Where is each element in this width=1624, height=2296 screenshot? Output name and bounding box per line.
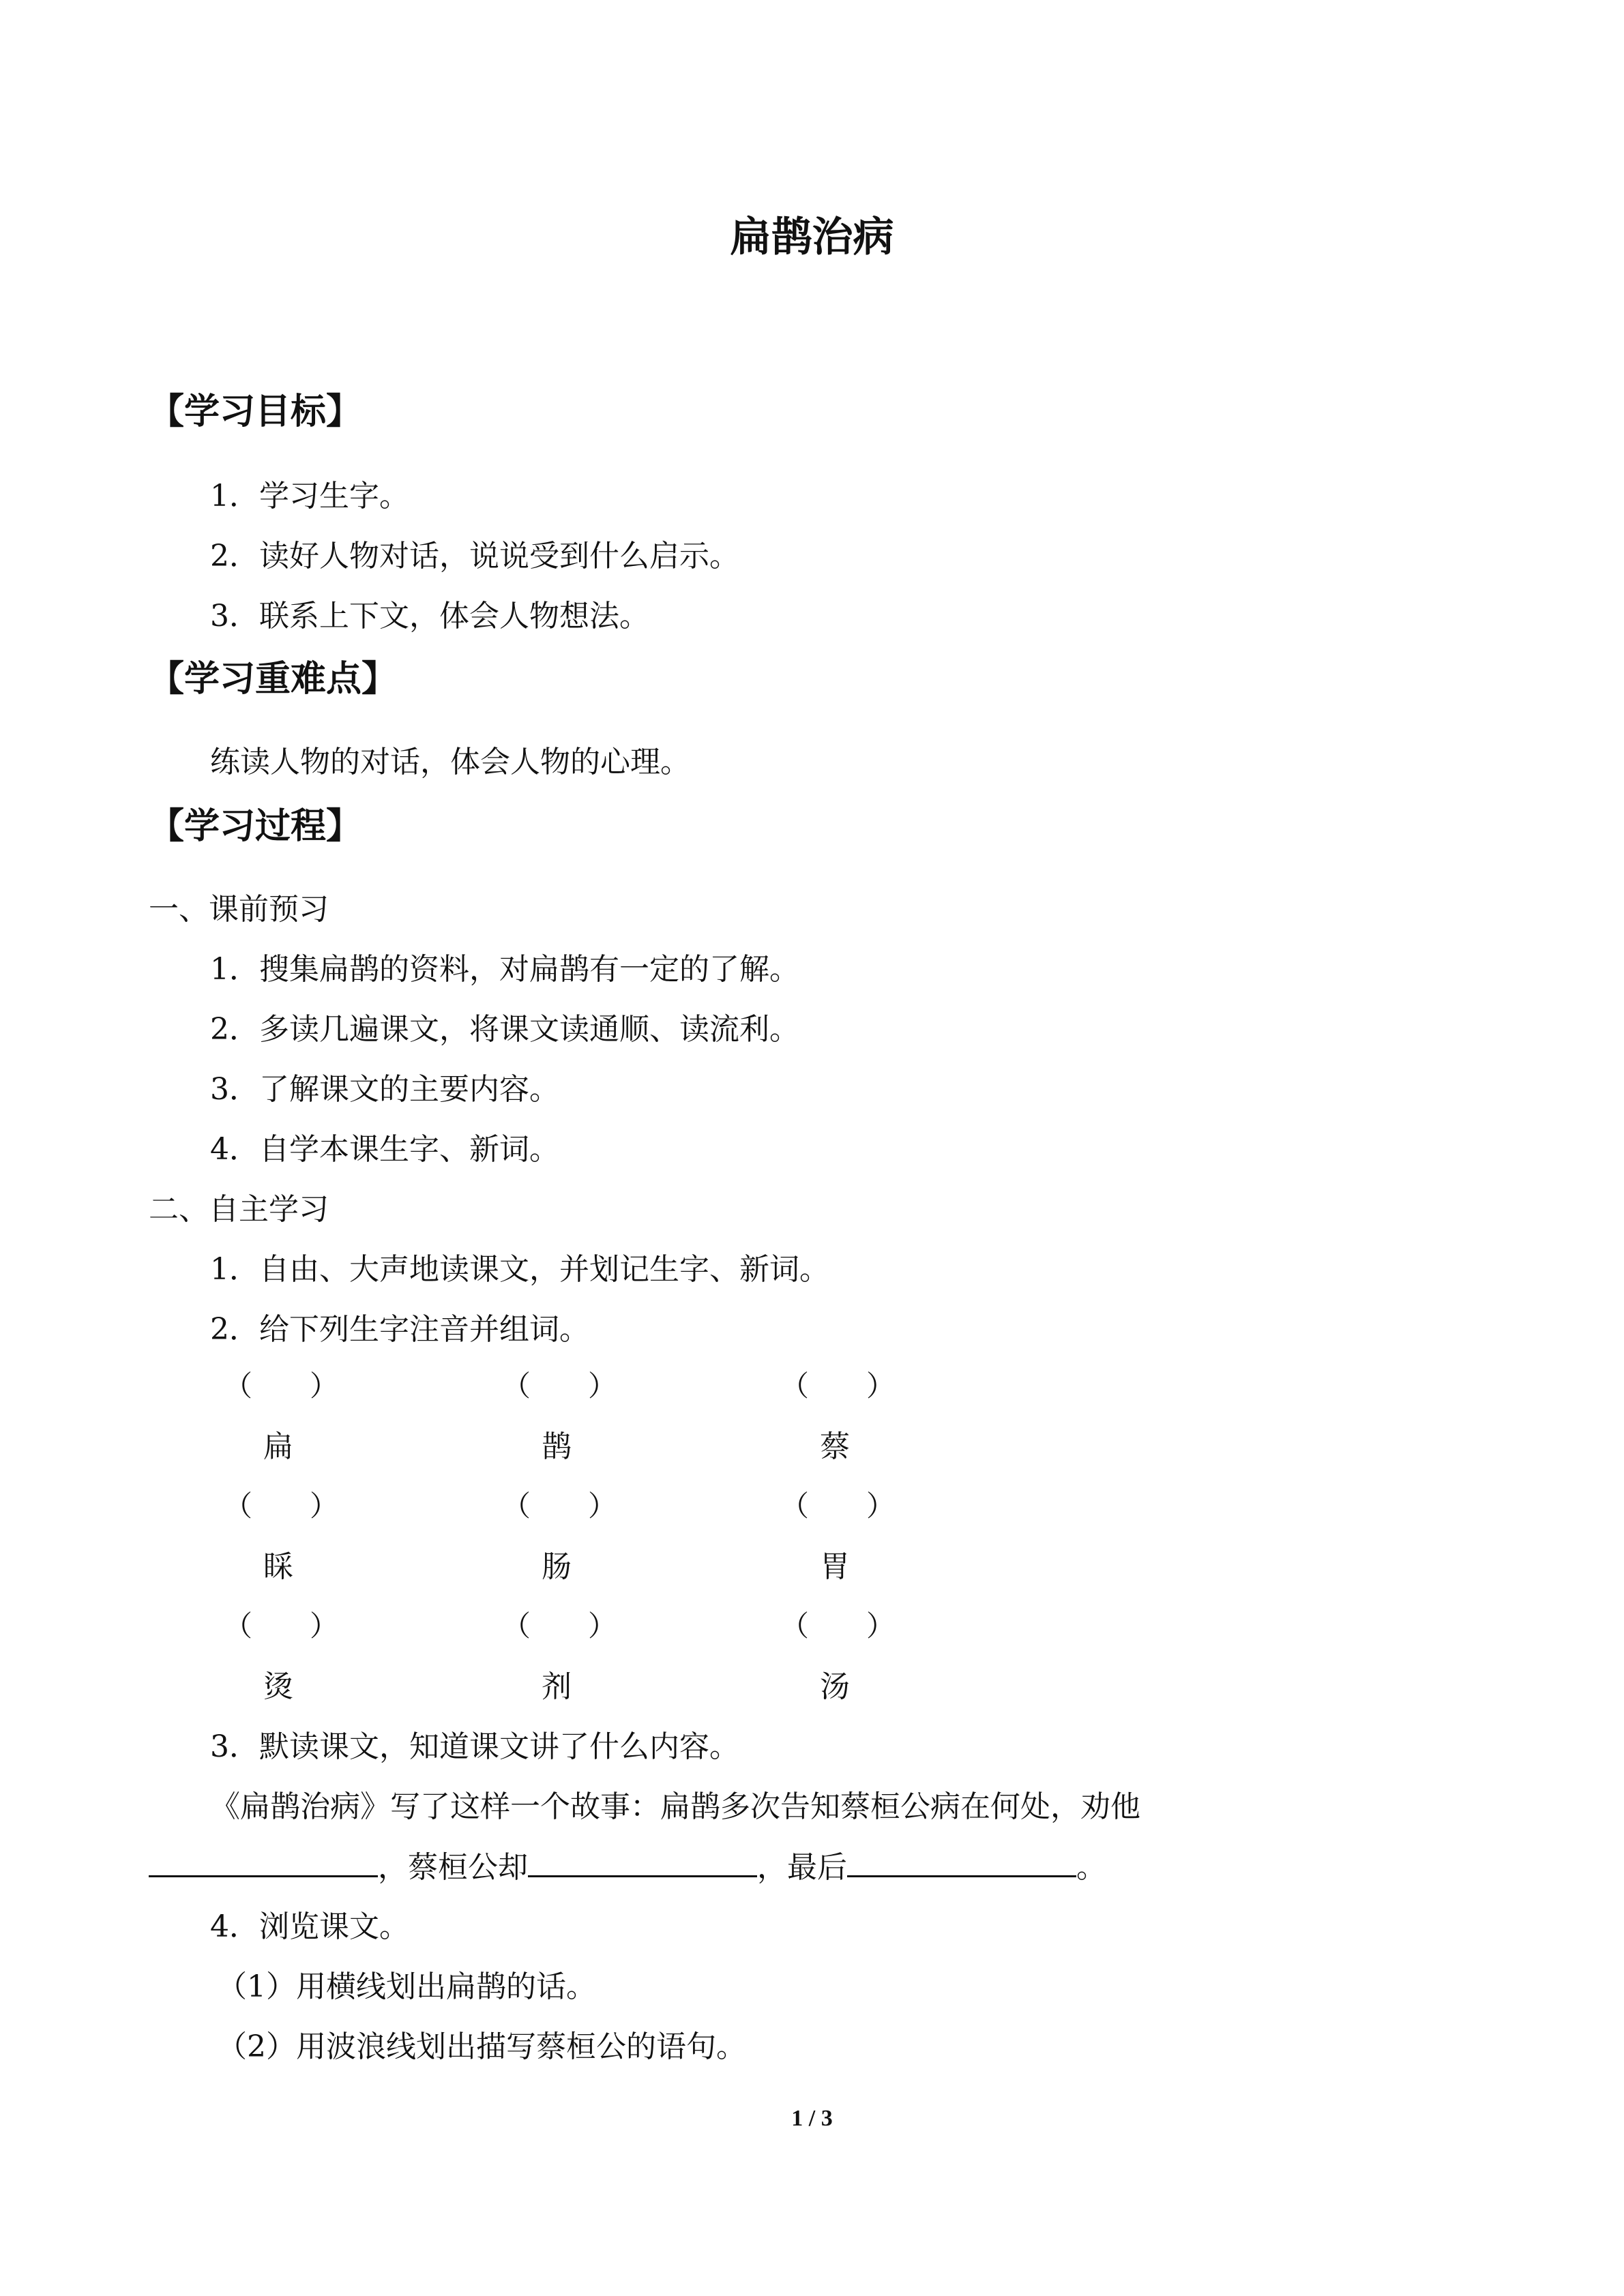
goal-item-2: 2．读好人物对话，说说受到什么启示。 xyxy=(210,539,739,573)
story-line-1: 《扁鹊治病》写了这样一个故事：扁鹊多次告知蔡桓公病在何处，劝他 xyxy=(210,1789,1140,1824)
char-item: 剂 xyxy=(542,1669,572,1704)
part1-title: 一、课前预习 xyxy=(149,892,329,927)
goal-item-3: 3．联系上下文，体会人物想法。 xyxy=(210,599,649,633)
pinyin-blank: （ ） xyxy=(780,1609,896,1643)
pinyin-blank: （ ） xyxy=(224,1609,339,1643)
part2-title: 二、自主学习 xyxy=(149,1192,329,1227)
sub-item-1: （1）用横线划出扁鹊的话。 xyxy=(217,1969,596,2004)
char-item: 肠 xyxy=(542,1549,572,1584)
part1-item-1: 1．搜集扁鹊的资料，对扁鹊有一定的了解。 xyxy=(210,952,799,987)
char-item: 烫 xyxy=(263,1669,293,1704)
goal-item-1: 1．学习生字。 xyxy=(210,479,409,513)
story-seg-2: ，最后 xyxy=(757,1850,847,1885)
fill-blank-1[interactable] xyxy=(149,1852,378,1877)
pinyin-blank: （ ） xyxy=(502,1609,617,1643)
pinyin-blank: （ ） xyxy=(224,1369,339,1403)
sub-item-2: （2）用波浪线划出描写蔡桓公的语句。 xyxy=(217,2029,746,2064)
story-seg-1: ，蔡桓公却 xyxy=(378,1850,528,1885)
story-end: 。 xyxy=(1076,1850,1106,1885)
key-text: 练读人物的对话，体会人物的心理。 xyxy=(210,745,690,779)
process-header: 【学习过程】 xyxy=(149,806,362,847)
char-item: 鹊 xyxy=(542,1429,572,1464)
page-number: 1 / 3 xyxy=(791,2106,833,2131)
story-line-2 xyxy=(149,1852,1106,1883)
part1-item-4: 4．自学本课生字、新词。 xyxy=(210,1132,559,1167)
part1-item-2: 2．多读几遍课文，将课文读通顺、读流利。 xyxy=(210,1012,799,1047)
part1-item-3: 3．了解课文的主要内容。 xyxy=(210,1072,559,1107)
part2-item-1: 1．自由、大声地读课文，并划记生字、新词。 xyxy=(210,1252,829,1287)
fill-blank-2[interactable] xyxy=(528,1852,757,1877)
pinyin-blank: （ ） xyxy=(224,1489,339,1523)
pinyin-blank: （ ） xyxy=(502,1489,617,1523)
part2-item-4: 4．浏览课文。 xyxy=(210,1909,409,1944)
part2-item-2: 2．给下列生字注音并组词。 xyxy=(210,1312,589,1347)
goals-header: 【学习目标】 xyxy=(149,391,362,432)
part2-item-3: 3．默读课文，知道课文讲了什么内容。 xyxy=(210,1729,739,1764)
page-title: 扁鹊治病 xyxy=(730,213,894,261)
char-item: 睬 xyxy=(263,1549,293,1584)
pinyin-blank: （ ） xyxy=(502,1369,617,1403)
pinyin-blank: （ ） xyxy=(780,1369,896,1403)
key-header: 【学习重难点】 xyxy=(149,659,398,700)
char-item: 蔡 xyxy=(820,1429,850,1464)
char-item: 扁 xyxy=(263,1429,293,1464)
char-item: 汤 xyxy=(820,1669,850,1704)
fill-blank-3[interactable] xyxy=(847,1852,1076,1877)
pinyin-blank: （ ） xyxy=(780,1489,896,1523)
char-item: 胃 xyxy=(820,1549,850,1584)
